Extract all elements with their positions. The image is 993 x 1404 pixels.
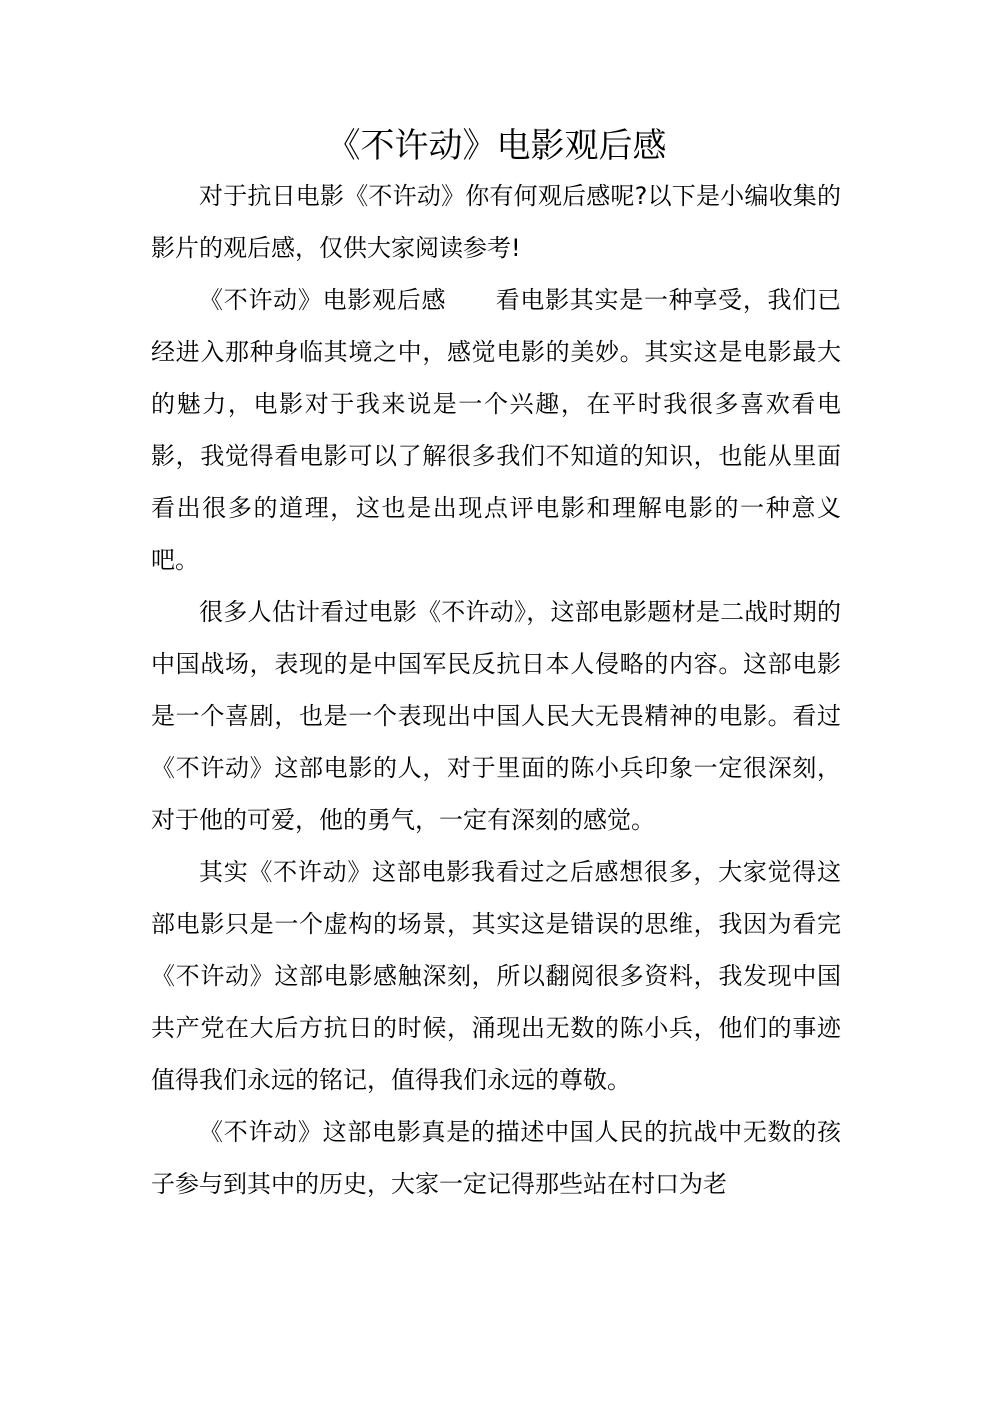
paragraph-intro: 对于抗日电影《不许动》你有何观后感呢?以下是小编收集的影片的观后感，仅供大家阅读参考!	[151, 182, 841, 262]
paragraph-reflection: 其实《不许动》这部电影我看过之后感想很多，大家觉得这部电影只是一个虚构的场景，其实这是错误的思维，我因为看完《不许动》这部电影感触深刻，所以翻阅很多资料，我发现中国共产党在大后方抗日的时候，涌现出无数的陈小兵，他们的事迹值得我们永远的铭记，值得我们永远的尊敬。	[151, 858, 841, 1094]
paragraph-ww2-theme: 很多人估计看过电影《不许动》，这部电影题材是二战时期的中国战场，表现的是中国军民反抗日本人侵略的内容。这部电影是一个喜剧，也是一个表现出中国人民大无畏精神的电影。看过《不许动》这部电影的人，对于里面的陈小兵印象一定很深刻，对于他的可爱，他的勇气，一定有深刻的感觉。	[151, 598, 841, 834]
document-body	[151, 170, 841, 1210]
paragraph-children-history: 《不许动》这部电影真是的描述中国人民的抗战中无数的孩子参与到其中的历史，大家一定记得那些站在村口为老	[151, 1118, 841, 1198]
paragraph-movie-enjoyment: 《不许动》电影观后感 看电影其实是一种享受，我们已经进入那种身临其境之中，感觉电影的美妙。其实这是电影最大的魅力，电影对于我来说是一个兴趣，在平时我很多喜欢看电影，我觉得看电影可以了解很多我们不知道的知识，也能从里面看出很多的道理，这也是出现点评电影和理解电影的一种意义吧。	[151, 286, 841, 574]
document-title: 《不许动》电影观后感	[326, 126, 667, 166]
